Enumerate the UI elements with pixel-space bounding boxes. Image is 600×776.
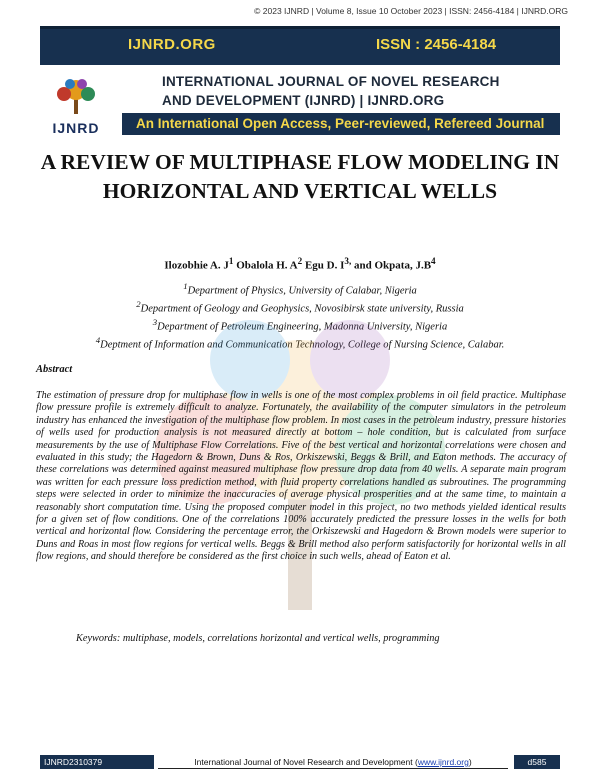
abstract-heading: Abstract bbox=[36, 364, 73, 375]
affiliation-4 bbox=[40, 334, 560, 352]
keywords-label: Keywords bbox=[76, 633, 117, 644]
abstract-text: The estimation of pressure drop for multiphase flow in wells is one of the most complex problems in oil field practice. Multiphase flow pressure profile is extremely difficult to analyze. Fortunately, the availability of the computer simulators in the petroleum industry has enhanced the investigation of the multiphase flow problem. In most cases in the petroleum industry, pressure histories of wells used for production analysis is not measured directly at bottom – hole condition, but is calculated from surface measurements by the use of Multiphase Flow Correlations. Five of the best vertical and horizontal correlations were chosen and evaluated in this study; the Hagedorn & Brown, Duns & Ros, Orkiszewski, Beggs & Brill, and Eaton methods. The accuracy of these correlations was determined against measured multiphase flow pressure drop data from 40 wells. A separate main program was written for each pressure loss prediction method, with fluid property correlations handled as subroutines. The programming steps were selected in order to minimize the inaccuracies of average physical prosperities and at the same time, to maintain a reasonably short computation time. Using the proposed computer model in this project, no two methods yielded identical results for a given set of flow conditions. One of the correlations 100% accurately predicted the pressure losses in the wells for both vertical and horizontal flow. Considering the percentage error, the Orkiszewski and Hagedorn & Brown models were superior to Duns and Roas in most flow regions for vertical wells. Beggs & Brill method also perform satisfactorily for horizontal wells in all flow regions, and should therefore be considered as the first choice in such wells, ahead of Eaton et al. bbox=[36, 390, 566, 563]
affiliation-4-text: Deptment of Information and Communication Technology, College of Nursing Science, Calabar. bbox=[100, 339, 505, 351]
author-3-sup: 3, bbox=[344, 256, 352, 266]
affiliation-3 bbox=[40, 316, 560, 334]
banner-issn: ISSN : 2456-4184 bbox=[376, 36, 497, 53]
journal-tagline: An International Open Access, Peer-reviewed, Refereed Journal bbox=[122, 113, 560, 135]
affiliation-2-text: Department of Geology and Geophysics, Novosibirsk state university, Russia bbox=[140, 303, 464, 315]
journal-name-line1: INTERNATIONAL JOURNAL OF NOVEL RESEARCH bbox=[162, 74, 500, 89]
footer-journal bbox=[158, 755, 508, 769]
affiliation-1 bbox=[40, 280, 560, 298]
author-3: Egu D. I bbox=[304, 259, 345, 272]
footer-paper-id: IJNRD2310379 bbox=[40, 755, 154, 769]
banner-site: IJNRD.ORG bbox=[128, 36, 216, 53]
affiliation-3-sup: 3 bbox=[152, 317, 158, 327]
affiliation-2-sup: 2 bbox=[136, 299, 141, 309]
journal-logo bbox=[40, 74, 112, 144]
page-footer bbox=[40, 755, 560, 769]
author-4-sup: 4 bbox=[431, 256, 436, 266]
author-2: Obalola H. A bbox=[236, 259, 298, 272]
affiliations bbox=[40, 280, 560, 352]
author-1-sup: 1 bbox=[228, 256, 234, 266]
logo-text: IJNRD bbox=[52, 120, 100, 136]
banner-top-bar bbox=[40, 26, 560, 65]
header-meta: © 2023 IJNRD | Volume 8, Issue 10 October 2023 | ISSN: 2456-4184 | IJNRD.ORG bbox=[254, 6, 568, 16]
affiliation-1-sup: 1 bbox=[183, 281, 188, 291]
paper-title: A REVIEW OF MULTIPHASE FLOW MODELING IN HORIZONTAL AND VERTICAL WELLS bbox=[40, 150, 560, 203]
footer-link[interactable]: www.ijnrd.org bbox=[417, 757, 469, 767]
keywords-text: : multiphase, models, correlations horizontal and vertical wells, programming bbox=[116, 633, 440, 644]
footer-journal-prefix: International Journal of Novel Research and Development ( bbox=[194, 757, 418, 767]
tree-logo-icon bbox=[48, 76, 104, 116]
author-list bbox=[40, 256, 560, 272]
author-1: Ilozobhie A. J bbox=[164, 259, 229, 272]
footer-journal-suffix: ) bbox=[468, 757, 472, 767]
footer-page-number: d585 bbox=[514, 755, 560, 769]
journal-name-line2: AND DEVELOPMENT (IJNRD) | IJNRD.ORG bbox=[162, 93, 445, 108]
banner-body bbox=[118, 72, 560, 135]
affiliation-2 bbox=[40, 298, 560, 316]
author-4: and Okpata, J.B bbox=[354, 259, 432, 272]
author-2-sup: 2 bbox=[297, 256, 303, 266]
keywords bbox=[76, 633, 440, 644]
affiliation-4-sup: 4 bbox=[95, 335, 101, 345]
affiliation-1-text: Department of Physics, University of Calabar, Nigeria bbox=[187, 285, 417, 297]
affiliation-3-text: Department of Petroleum Engineering, Madonna University, Nigeria bbox=[157, 321, 448, 333]
